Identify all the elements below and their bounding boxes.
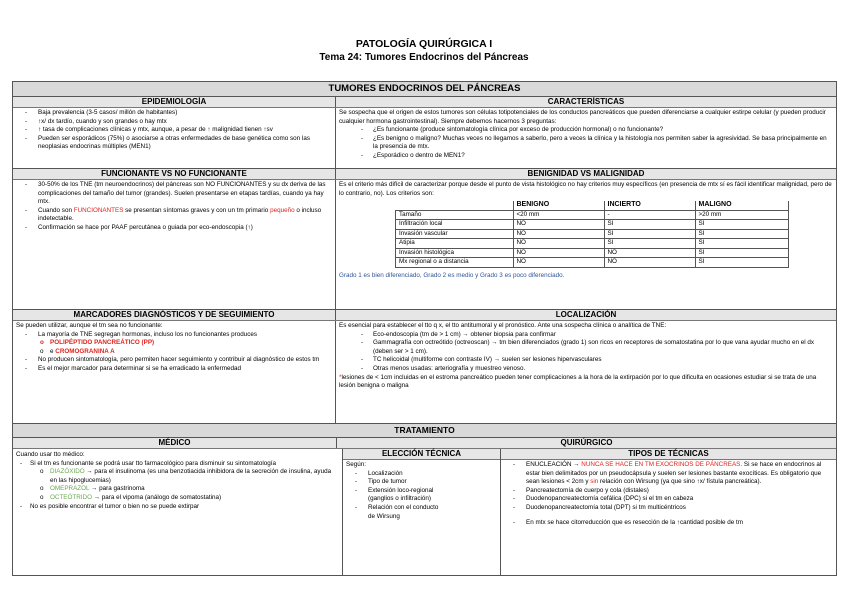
- cell: SI: [695, 220, 788, 230]
- text-span: ENUCLEACIÓN →: [526, 461, 582, 468]
- drug-desc: → para el insulinoma (es una benzotiacida inhibidora de la secreción de insulina, ayuda en las hipoglucemias): [50, 468, 332, 484]
- question-item: - ¿Esporádico o dentro de MEN1?: [339, 152, 833, 161]
- drug-desc: → para gastrinoma: [89, 485, 145, 493]
- list-item: - TC helicoidal (multiforme con contraste IV) → suelen ser lesiones hipervasculares: [339, 356, 833, 365]
- epidemiologia-section: [13, 108, 336, 168]
- list-item: - No es posible encontrar el tumor o bien no se puede extirpar: [16, 503, 339, 512]
- asterisk: *: [339, 373, 342, 381]
- highlight-cromogranina: CROMOGRANINA A: [55, 347, 115, 355]
- summary-table: [12, 81, 837, 576]
- list-item: - ↑ tasa de complicaciones clínicas y mtx, aunque, a pesar de ↑ malignidad tienen ↑sv: [16, 126, 332, 135]
- caracteristicas-header: CARACTERÍSTICAS: [336, 97, 836, 107]
- row-label: Mx regional o a distancia: [396, 258, 514, 268]
- quirurgico-header: QUIRÚRGICO: [337, 438, 836, 448]
- col-header: BENIGNO: [513, 201, 604, 210]
- eleccion-column: [343, 449, 501, 575]
- medico-header: MÉDICO: [13, 438, 337, 448]
- cell: NO: [513, 248, 604, 258]
- list-item: - Relación con el conducto de Wirsung: [346, 504, 497, 521]
- list-item: [16, 207, 332, 224]
- quirurgico-section: [343, 449, 836, 575]
- drug-item: [16, 485, 339, 494]
- list-item: - En mtx se hace citorreducción que es resección de la ↑cantidad posible de tm: [504, 519, 833, 528]
- list-item: - Confirmación se hace por PAAF percutánea o guiada por eco-endoscopia (↑): [16, 224, 332, 233]
- question-item: - ¿Es funcionante (produce sintomatología clínica por exceso de producción hormonal) o no funcionante?: [339, 126, 833, 135]
- text-span: lesiones de < 1cm incluidas en el estroma pancreático pueden tener complicaciones a la hora de la extirpación por lo que dificulta en ocasiones estudiar si se trata de una lesión benigna o maligna: [339, 373, 817, 390]
- marcadores-section: [13, 321, 336, 423]
- localizacion-section: [336, 321, 836, 423]
- caracteristicas-intro: Se sospecha que el origen de estos tumores son células totipotenciales de los conductos pancreáticos que pueden diferenciarse a cualquier estirpe celular (y pueden producir cualquier hormona gastrointestinal). Siempre debemos hacernos 3 preguntas:: [339, 109, 826, 125]
- benignidad-header: BENIGNIDAD VS MALIGNIDAD: [336, 169, 836, 179]
- row-label: Tamaño: [396, 210, 514, 220]
- highlight-sin: sin: [590, 478, 599, 486]
- list-item: - Pueden ser esporádicos (75%) o asociarse a otras enfermedades de base genética como son las neoplasias endocrinas múltiples (MEN1): [16, 135, 332, 152]
- highlight-funcionantes: FUNCIONANTES: [73, 206, 124, 214]
- funcionante-header: FUNCIONANTE VS NO FUNCIONANTE: [13, 169, 336, 179]
- list-item: - Gammagrafía con octreótido (octreoscan) → tm bien diferenciados (grado 1) son ricos en receptores de somatostatina por lo que vana ayudar mucho en el dx (deben ser > 1 cm).: [339, 339, 833, 356]
- cell: SI: [695, 239, 788, 249]
- drug-item: [16, 494, 339, 503]
- eleccion-intro: Según:: [346, 461, 366, 468]
- criteria-corner: [396, 201, 514, 210]
- list-item: - Duodenopancreatectomía cefálica (DPC) si el tm en cabeza: [504, 495, 833, 504]
- tipos-header: TIPOS DE TÉCNICAS: [501, 449, 836, 460]
- caracteristicas-section: [336, 108, 836, 168]
- cell: SI: [604, 239, 695, 249]
- list-item: - Eco-endoscopia (tm de > 1 cm) → obtener biopsia para confirmar: [339, 331, 833, 340]
- cell: NO: [513, 258, 604, 268]
- list-item: - Tipo de tumor: [346, 478, 497, 487]
- cell: NO: [513, 220, 604, 230]
- list-item: - Duodenopancreatectomía total (DPT) si tm multicéntricos: [504, 504, 833, 513]
- cell: SI: [604, 229, 695, 239]
- text-span: Cuando son: [38, 206, 74, 214]
- document-title: PATOLOGÍA QUIRÚRGICA I: [355, 38, 493, 50]
- grade-note: Grado 1 es bien diferenciado, Grado 2 es medio y Grado 3 es poco diferenciado.: [339, 271, 565, 279]
- row-label: Invasión vascular: [396, 229, 514, 239]
- table-row: [396, 210, 789, 220]
- table-row: [396, 258, 789, 268]
- document-subtitle: Tema 24: Tumores Endocrinos del Páncreas: [319, 52, 529, 63]
- text-span: relación con Wirsung (ya que sino ↑x/ fístula pancreática).: [598, 478, 762, 486]
- list-item: - Baja prevalencia (3-5 casos/ millón de habitantes): [16, 109, 332, 118]
- drug-item: [16, 468, 339, 485]
- benignidad-intro: Es el criterio más difícil de caracterizar porque desde el punto de vista histológico no hay criterios muy específicos (en presencia de mtx sí es fácil identificar malignidad, pero de lo contrario, no). Los criterios son:: [339, 181, 832, 197]
- table-row: [396, 248, 789, 258]
- drug-name: OMEPRAZOL: [50, 485, 90, 493]
- eleccion-header: ELECCIÓN TÉCNICA: [343, 449, 500, 460]
- text-span: . Si se hace en endocrinos al estar bien delimitados por un pseudocápsula y suelen ser lesiones bastante exocíticas. Es obligatorio que sean lesiones < 2cm y: [526, 461, 822, 486]
- medico-section: [13, 449, 343, 575]
- col-header: MALIGNO: [695, 201, 788, 210]
- benignidad-section: [336, 180, 836, 309]
- tipos-column: [501, 449, 836, 575]
- question-item: - ¿Es benigno o maligno? Muchas veces no llegamos a saberlo, pero a veces la clínica y la histología nos permiten saber la agresividad. Se basa principalmente en la presencia de mtx.: [339, 135, 833, 152]
- list-item: - Pancreatectomía de cuerpo y cola (distales): [504, 487, 833, 496]
- cell: SI: [604, 220, 695, 230]
- list-item: - Es el mejor marcador para determinar si se ha erradicado la enfermedad: [16, 365, 332, 374]
- funcionante-section: [13, 180, 336, 309]
- drug-name: DIAZÓXIDO: [50, 468, 85, 476]
- tratamiento-header: TRATAMIENTO: [13, 424, 836, 438]
- drug-name: OCTEÓTRIDO: [50, 493, 92, 501]
- marcadores-intro: Se pueden utilizar, aunque el tm sea no funcionante:: [16, 322, 163, 329]
- list-item: - No producen sintomatología, pero permiten hacer seguimiento y contribuir al diagnóstico de estos tm: [16, 356, 332, 365]
- list-item: - 30-50% de los TNE (tm neuroendocrinos) del páncreas son NO FUNCIONANTES y su dx deriva de las complicaciones del tamaño del tumor (grandes). Suelen presentarse en etapas tardías, cuando ya hay mtx.: [16, 181, 332, 207]
- text-span: se presentan síntomas graves y con un tm primario: [123, 206, 271, 214]
- cell: NO: [604, 248, 695, 258]
- main-header: TUMORES ENDOCRINOS DEL PÁNCREAS: [13, 82, 836, 97]
- cell: NO: [513, 229, 604, 239]
- table-row: [396, 220, 789, 230]
- list-item: - La mayoría de TNE segregan hormonas, incluso los no funcionantes produces: [16, 331, 332, 340]
- marker-cromogranina: [16, 348, 332, 357]
- medico-intro: Cuando usar tto médico:: [16, 451, 85, 458]
- row-label: Infiltración local: [396, 220, 514, 230]
- cell: NO: [604, 258, 695, 268]
- drug-desc: → para el vipoma (análogo de somatostatina): [91, 493, 222, 501]
- list-item: - Si el tm es funcionante se podrá usar tto farmacológico para disminuir su sintomatología: [16, 460, 339, 469]
- cell: SI: [695, 248, 788, 258]
- text-span: o incluso indetectable.: [38, 206, 322, 223]
- list-item: - Localización: [346, 470, 497, 479]
- localizacion-header: LOCALIZACIÓN: [336, 310, 836, 320]
- list-item: - Otras menos usadas: arteriografía y muestreo venoso.: [339, 365, 833, 374]
- list-item: - Extensión loco-regional (ganglios o infiltración): [346, 487, 497, 504]
- col-header: INCIERTO: [604, 201, 695, 210]
- table-row: [396, 229, 789, 239]
- cell: <20 mm: [513, 210, 604, 220]
- list-item: - ↑x/ dx tardío, cuando y son grandes o hay mtx: [16, 118, 332, 127]
- highlight-pequeno: pequeño: [270, 206, 295, 214]
- highlight-nunca: NUNCA SE HACE EN TM EXOCRINOS DE PÁNCREAS: [581, 461, 741, 468]
- localizacion-intro: Es esencial para establecer el tto q x, el tto antitumoral y el pronóstico. Ante una sospecha clínica o analítica de TNE:: [339, 322, 667, 329]
- cell: -: [604, 210, 695, 220]
- cell: >20 mm: [695, 210, 788, 220]
- list-item: [504, 461, 833, 487]
- text-span: e: [50, 347, 56, 355]
- row-label: Atipia: [396, 239, 514, 249]
- criteria-table: [395, 201, 789, 268]
- marcadores-header: MARCADORES DIAGNÓSTICOS Y DE SEGUIMIENTO: [13, 310, 336, 320]
- marker-pp: o POLIPÉPTIDO PANCREÁTICO (PP): [16, 339, 332, 348]
- cell: SI: [695, 229, 788, 239]
- epidemiologia-header: EPIDEMIOLOGÍA: [13, 97, 336, 107]
- criteria-header-row: [396, 201, 789, 210]
- cell: NO: [513, 239, 604, 249]
- cell: SI: [695, 258, 788, 268]
- row-label: Invasión histológica: [396, 248, 514, 258]
- table-row: [396, 239, 789, 249]
- localizacion-note: [339, 374, 833, 391]
